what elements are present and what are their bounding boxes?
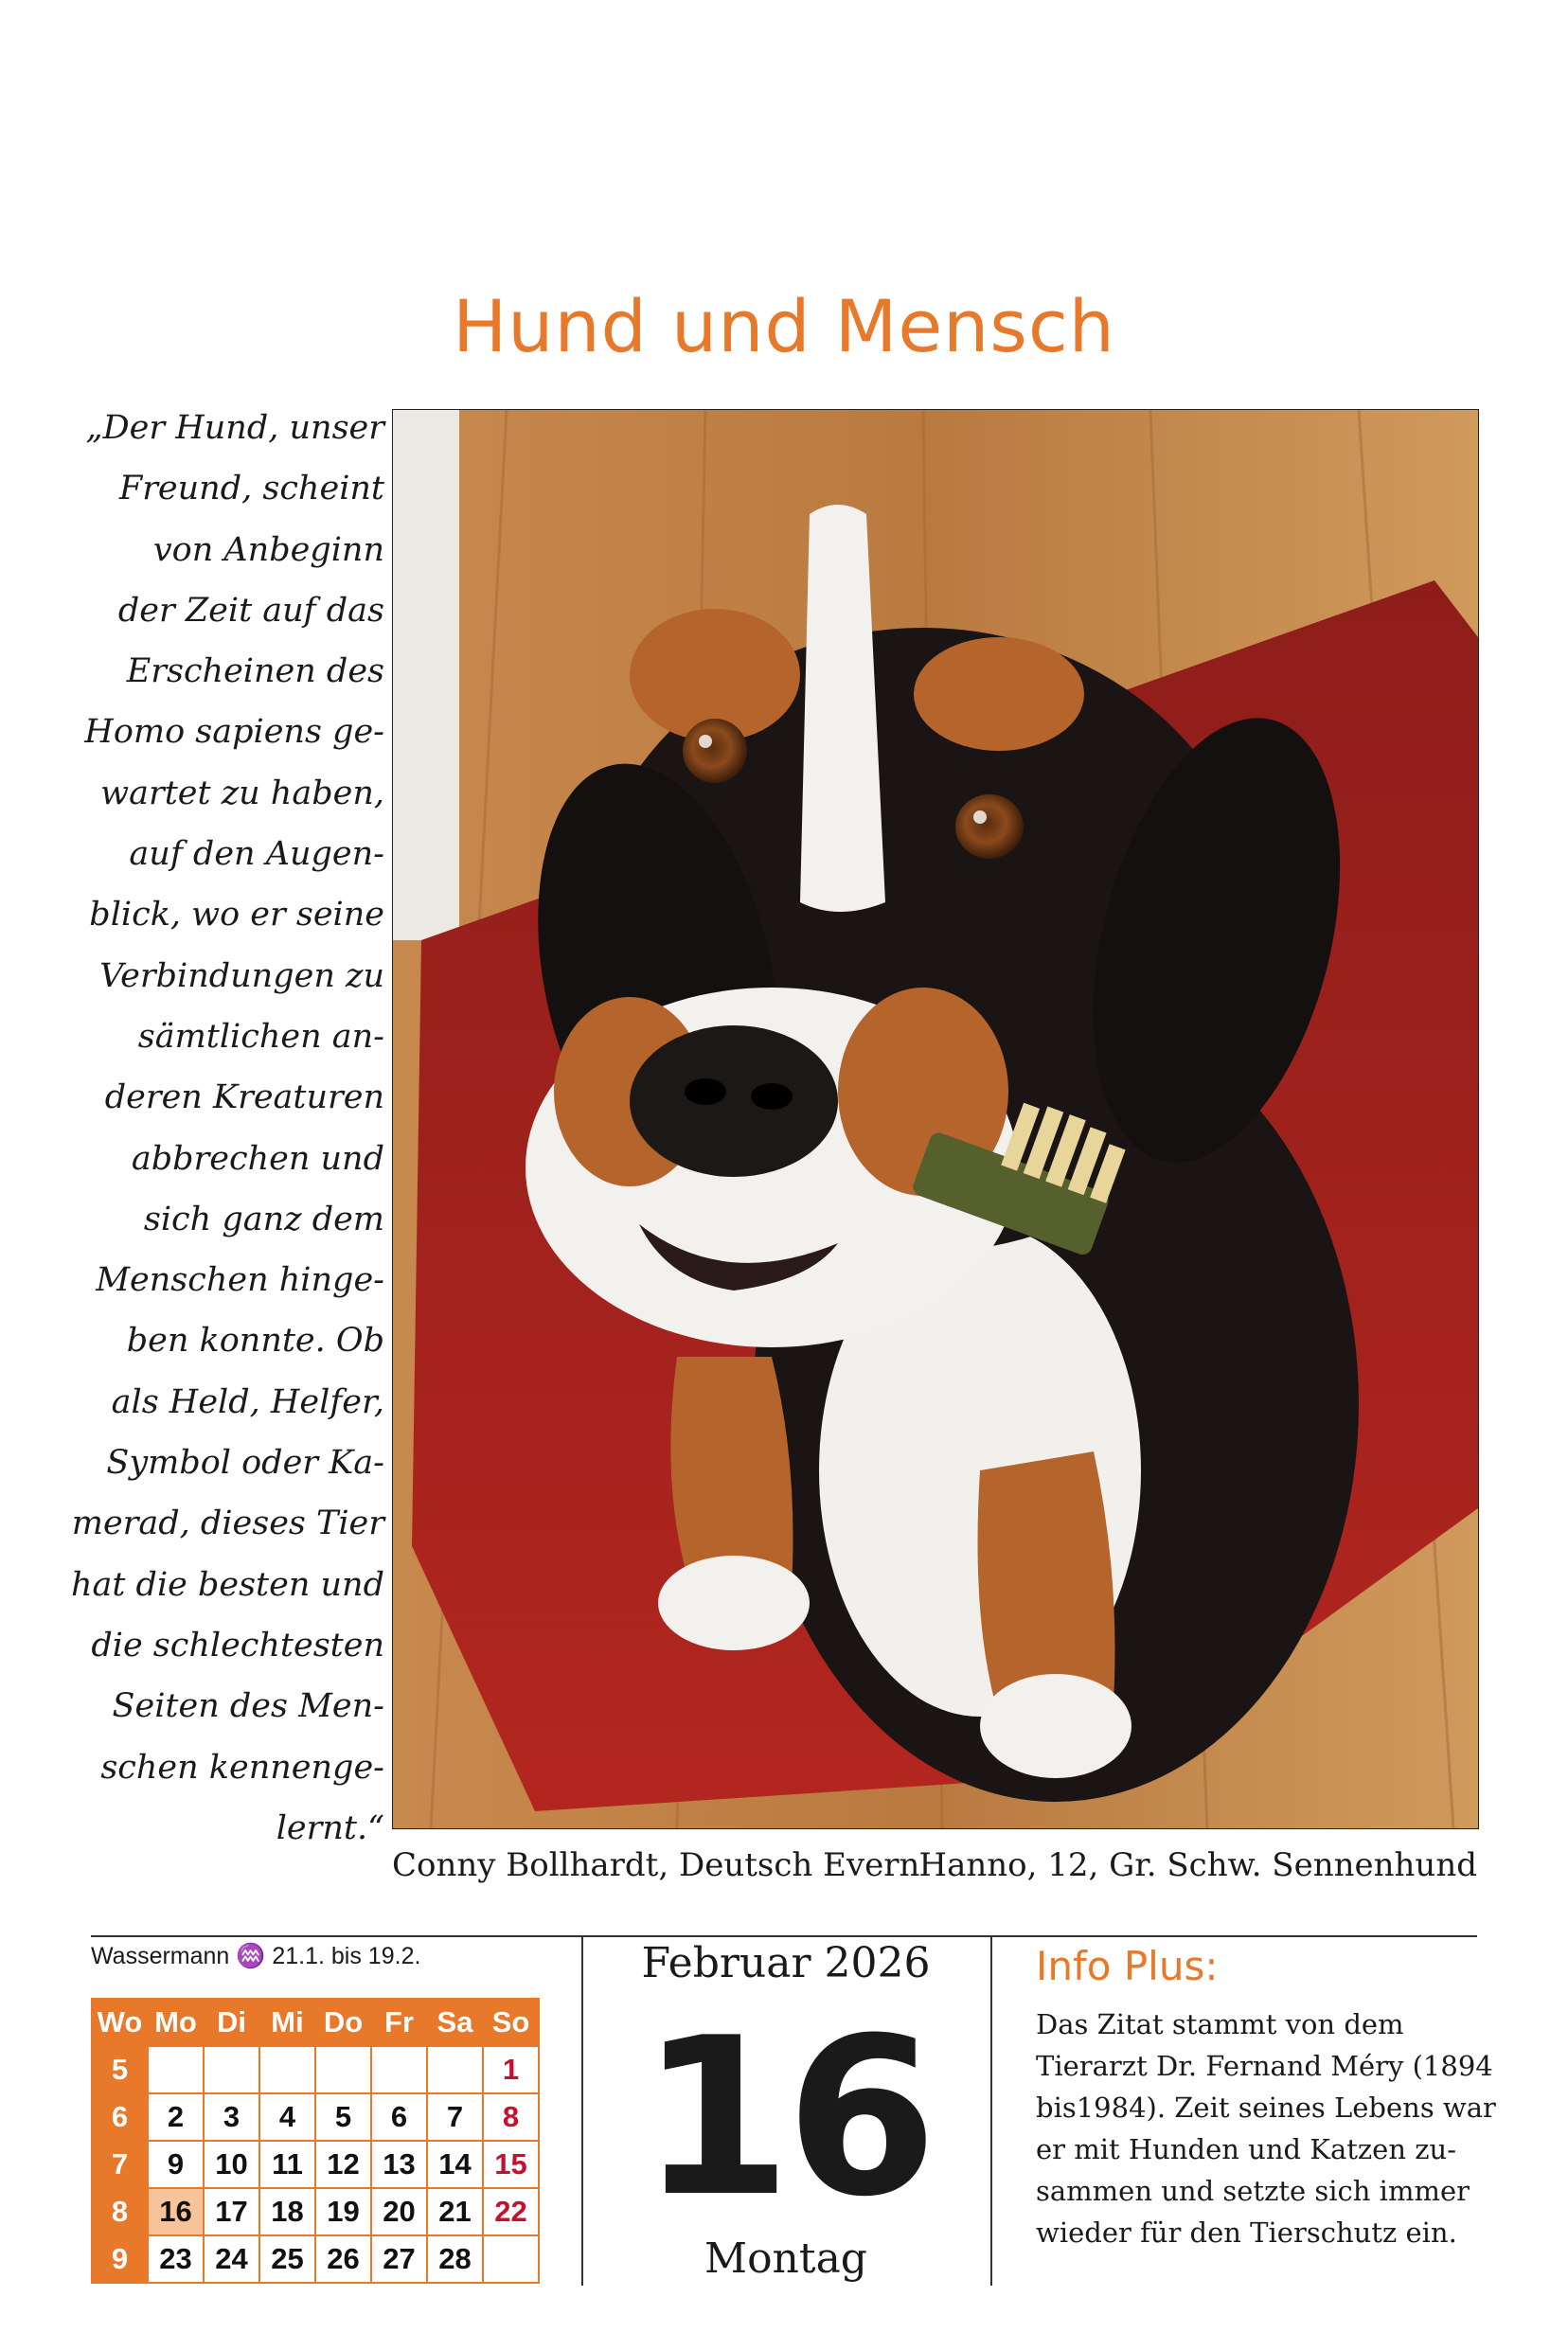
quote-line: sich ganz dem xyxy=(143,1200,384,1238)
quote-line: Freund, scheint xyxy=(118,470,384,508)
info-line: sammen und setzte sich immer xyxy=(1036,2175,1470,2207)
bernese-dog-illustration xyxy=(393,410,1478,1828)
calendar-header-cell: Do xyxy=(315,1999,371,2046)
calendar-day-cell xyxy=(204,2046,259,2093)
calendar-day-cell: 16 xyxy=(148,2188,204,2235)
calendar-day-cell: 10 xyxy=(204,2141,259,2188)
month-year: Februar 2026 xyxy=(641,1939,931,1987)
calendar-week-row xyxy=(92,2235,539,2283)
calendar-day-cell: 26 xyxy=(315,2235,371,2283)
page-title: Hund und Mensch xyxy=(453,284,1115,368)
calendar-day-cell: 4 xyxy=(259,2093,315,2141)
quote-line: von Anbeginn xyxy=(152,530,384,569)
quote-line: abbrechen und xyxy=(131,1139,384,1178)
calendar-day-cell: 18 xyxy=(259,2188,315,2235)
calendar-day-cell: 25 xyxy=(259,2235,315,2283)
info-line: Tierarzt Dr. Fernand Méry (1894 xyxy=(1036,2050,1493,2082)
calendar-day-cell: 11 xyxy=(259,2141,315,2188)
calendar-day-cell xyxy=(371,2046,427,2093)
quote-line: Symbol oder Ka- xyxy=(106,1444,384,1483)
info-line: wieder für den Tierschutz ein. xyxy=(1036,2216,1457,2249)
quote-line: sämtlichen an- xyxy=(137,1017,384,1056)
calendar-day-cell: 6 xyxy=(371,2093,427,2141)
calendar-header-cell: Mi xyxy=(259,1999,315,2046)
quote-line: Menschen hinge- xyxy=(96,1261,384,1300)
quote-line: als Held, Helfer, xyxy=(111,1382,384,1421)
photo-credit: Conny Bollhardt, Deutsch Evern xyxy=(392,1846,920,1884)
calendar-week-number: 6 xyxy=(92,2093,148,2141)
quote-line: deren Kreaturen xyxy=(104,1078,384,1117)
calendar-day-cell: 3 xyxy=(204,2093,259,2141)
quote-line: wartet zu haben, xyxy=(100,774,384,812)
calendar-day-cell xyxy=(148,2046,204,2093)
calendar-header-cell: Mo xyxy=(148,1999,204,2046)
calendar-header-cell: So xyxy=(483,1999,539,2046)
calendar-header-cell: Fr xyxy=(371,1999,427,2046)
month-calendar xyxy=(91,1998,540,2284)
quote-line: schen kennenge- xyxy=(100,1748,384,1787)
quote-line: Seiten des Men- xyxy=(112,1687,384,1726)
dog-photo xyxy=(392,409,1479,1829)
calendar-day-cell xyxy=(259,2046,315,2093)
calendar-header-cell: Wo xyxy=(92,1999,148,2046)
quote-line: merad, dieses Tier xyxy=(71,1504,384,1543)
quote-line: der Zeit auf das xyxy=(117,591,384,630)
calendar-day-cell: 15 xyxy=(483,2141,539,2188)
calendar-week-row xyxy=(92,2141,539,2188)
calendar-week-number: 7 xyxy=(92,2141,148,2188)
quote-line: hat die besten und xyxy=(70,1565,384,1604)
quote-line: auf den Augen- xyxy=(129,835,384,874)
info-line: er mit Hunden und Katzen zu- xyxy=(1036,2133,1456,2165)
info-heading: Info Plus: xyxy=(1036,1943,1219,1989)
info-text xyxy=(1036,2003,1496,2253)
quote-line: Erscheinen des xyxy=(126,652,384,691)
calendar-day-cell: 14 xyxy=(427,2141,483,2188)
day-number: 16 xyxy=(639,1992,933,2245)
calendar-day-cell: 21 xyxy=(427,2188,483,2235)
info-line: Das Zitat stammt von dem xyxy=(1036,2008,1404,2040)
calendar-day-cell: 5 xyxy=(315,2093,371,2141)
quote-line: Verbindungen zu xyxy=(99,956,384,995)
calendar-header-row xyxy=(92,1999,539,2046)
calendar-header-cell: Sa xyxy=(427,1999,483,2046)
quote-line: „Der Hund, unser xyxy=(85,409,384,447)
calendar-day-cell xyxy=(483,2235,539,2283)
zodiac-label: Wassermann ♒ 21.1. bis 19.2. xyxy=(91,1943,421,1969)
quote-text xyxy=(57,398,384,1859)
calendar-week-number: 5 xyxy=(92,2046,148,2093)
calendar-day-cell: 13 xyxy=(371,2141,427,2188)
calendar-day-cell: 27 xyxy=(371,2235,427,2283)
calendar-week-row xyxy=(92,2188,539,2235)
calendar-week-number: 8 xyxy=(92,2188,148,2235)
calendar-week-row xyxy=(92,2093,539,2141)
quote-line: Homo sapiens ge- xyxy=(84,713,384,752)
calendar-day-cell: 28 xyxy=(427,2235,483,2283)
weekday-name: Montag xyxy=(704,2234,867,2283)
calendar-header-cell: Di xyxy=(204,1999,259,2046)
column-divider-left xyxy=(581,1935,583,2286)
calendar-day-cell: 2 xyxy=(148,2093,204,2141)
calendar-day-cell: 20 xyxy=(371,2188,427,2235)
info-line: bis1984). Zeit seines Lebens war xyxy=(1036,2092,1496,2124)
bottom-divider xyxy=(91,1935,1477,1937)
calendar-week-row xyxy=(92,2046,539,2093)
calendar-day-cell xyxy=(427,2046,483,2093)
quote-line: ben konnte. Ob xyxy=(126,1322,384,1361)
quote-line: die schlechtesten xyxy=(91,1626,384,1665)
dog-name-caption: Hanno, 12, Gr. Schw. Sennenhund xyxy=(918,1846,1477,1884)
quote-line: blick, wo er seine xyxy=(89,896,384,935)
calendar-day-cell: 22 xyxy=(483,2188,539,2235)
calendar-day-cell xyxy=(315,2046,371,2093)
calendar-day-cell: 12 xyxy=(315,2141,371,2188)
calendar-day-cell: 19 xyxy=(315,2188,371,2235)
calendar-week-number: 9 xyxy=(92,2235,148,2283)
calendar-day-cell: 7 xyxy=(427,2093,483,2141)
calendar-day-cell: 8 xyxy=(483,2093,539,2141)
calendar-day-cell: 23 xyxy=(148,2235,204,2283)
quote-line: lernt.“ xyxy=(276,1808,384,1847)
calendar-day-cell: 17 xyxy=(204,2188,259,2235)
calendar-day-cell: 24 xyxy=(204,2235,259,2283)
calendar-day-cell: 1 xyxy=(483,2046,539,2093)
calendar-day-cell: 9 xyxy=(148,2141,204,2188)
column-divider-right xyxy=(990,1935,992,2286)
